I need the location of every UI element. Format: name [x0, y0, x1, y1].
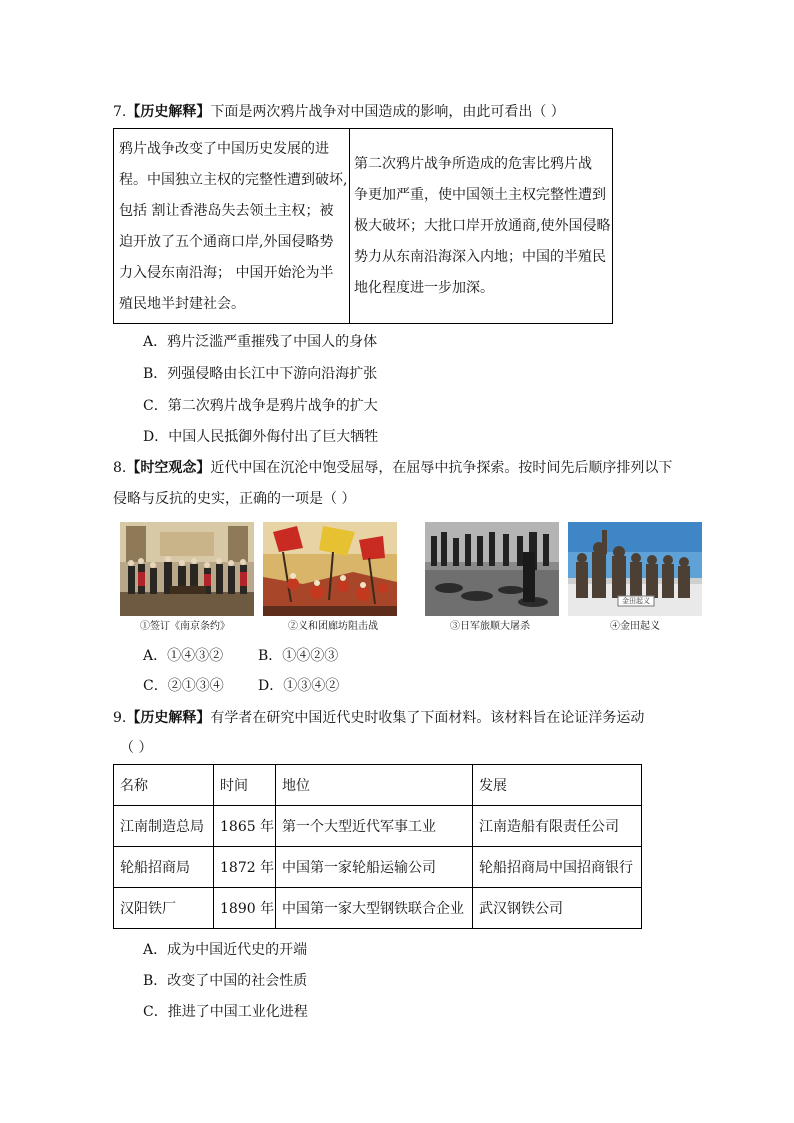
q8-stem [113, 459, 672, 477]
q9-stem-line1: 有学者在研究中国近代史时收集了下面材料。该材料旨在论证洋务运动 [210, 710, 645, 726]
table-cell: 江南造船有限责任公司 [473, 806, 642, 847]
q7-option-c[interactable]: C．第二次鸦片战争是鸦片战争的扩大 [143, 398, 378, 414]
q9-enterprise-table [113, 764, 642, 929]
q7-right-cell [350, 129, 612, 323]
table-header-cell: 时间 [214, 765, 276, 806]
table-cell: 1872 年 [214, 847, 276, 888]
table-cell: 汉阳铁厂 [114, 888, 214, 929]
q7-right-line: 势力从东南沿海深入内地；中国的半殖民 [354, 249, 606, 265]
statue-sign-text: 金田起义 [622, 597, 650, 605]
lushun-massacre-photo [425, 522, 559, 616]
table-header-row [114, 765, 642, 806]
table-header-cell: 名称 [114, 765, 214, 806]
q7-left-line: 力入侵东南沿海； 中国开始沦为半 [119, 265, 334, 281]
caption-2: ②义和团廊坊阻击战 [288, 621, 378, 632]
q7-left-line: 殖民地半封建社会。 [119, 296, 245, 312]
table-header-cell: 地位 [276, 765, 473, 806]
q9-stem [113, 709, 644, 727]
table-cell: 1890 年 [214, 888, 276, 929]
q7-right-line: 地化程度进一步加深。 [354, 280, 494, 296]
table-cell: 中国第一家轮船运输公司 [276, 847, 473, 888]
table-cell: 轮船招商局中国招商银行 [473, 847, 642, 888]
q7-left-line: 程。中国独立主权的完整性遭到破坏, [119, 172, 348, 188]
q7-left-line: 包括 割让香港岛失去领土主权；被 [119, 203, 334, 219]
table-row [114, 888, 642, 929]
q8-stem-line2: 侵略与反抗的史实，正确的一项是（ ） [113, 491, 356, 507]
q7-left-line: 鸦片战争改变了中国历史发展的进 [119, 141, 329, 157]
q7-option-a[interactable]: A．鸦片泛滥严重摧残了中国人的身体 [143, 334, 378, 350]
caption-1: ①签订《南京条约》 [140, 621, 230, 632]
caption-3: ③日军旅顺大屠杀 [450, 621, 530, 632]
q9-number: 9. [113, 710, 127, 726]
jintian-uprising-statue [568, 522, 702, 616]
q8-stem-line1: 近代中国在沉沦中饱受屈辱，在屈辱中抗争探索。按时间先后顺序排列以下 [210, 460, 673, 476]
q8-option-c[interactable]: C．②①③④ [143, 678, 224, 694]
table-cell: 第一个大型近代军事工业 [276, 806, 473, 847]
caption-4: ④金田起义 [610, 621, 660, 632]
table-cell: 轮船招商局 [114, 847, 214, 888]
q9-option-c[interactable]: C．推进了中国工业化进程 [143, 1004, 308, 1020]
table-cell: 武汉钢铁公司 [473, 888, 642, 929]
table-cell: 1865 年 [214, 806, 276, 847]
table-cell: 江南制造总局 [114, 806, 214, 847]
q9-tag: 【历史解释】 [126, 710, 211, 726]
q8-option-b[interactable]: B．①④②③ [258, 648, 339, 664]
q7-right-line: 极大破坏；大批口岸开放通商,使外国侵略 [354, 218, 611, 234]
q7-option-b[interactable]: B．列强侵略由长江中下游向沿海扩张 [143, 366, 378, 382]
table-row [114, 847, 642, 888]
q8-number: 8. [113, 460, 127, 476]
q7-stem-text: 下面是两次鸦片战争对中国造成的影响，由此可看出（ ） [210, 104, 565, 120]
table-row [114, 806, 642, 847]
q8-option-d[interactable]: D．①③④② [258, 678, 340, 694]
q7-right-line: 争更加严重，使中国领土主权完整性遭到 [354, 187, 606, 203]
q7-option-d[interactable]: D．中国人民抵御外侮付出了巨大牺牲 [143, 429, 379, 445]
q7-right-line: 第二次鸦片战争所造成的危害比鸦片战 [354, 156, 592, 172]
table-header-cell: 发展 [473, 765, 642, 806]
q9-option-b[interactable]: B．改变了中国的社会性质 [143, 973, 308, 989]
q7-comparison-table [113, 128, 613, 324]
q7-number: 7. [113, 104, 127, 120]
q7-tag: 【历史解释】 [126, 104, 211, 120]
q7-left-line: 迫开放了五个通商口岸,外国侵略势 [119, 234, 334, 250]
langfang-battle-painting [263, 522, 397, 616]
q9-option-a[interactable]: A．成为中国近代史的开端 [143, 942, 308, 958]
nanjing-treaty-painting [120, 522, 254, 616]
q7-stem [113, 103, 565, 121]
q7-left-cell [114, 129, 350, 323]
q9-stem-line2: （ ） [120, 740, 153, 756]
q8-tag: 【时空观念】 [126, 460, 211, 476]
q8-option-a[interactable]: A．①④③② [143, 648, 224, 664]
table-cell: 中国第一家大型钢铁联合企业 [276, 888, 473, 929]
